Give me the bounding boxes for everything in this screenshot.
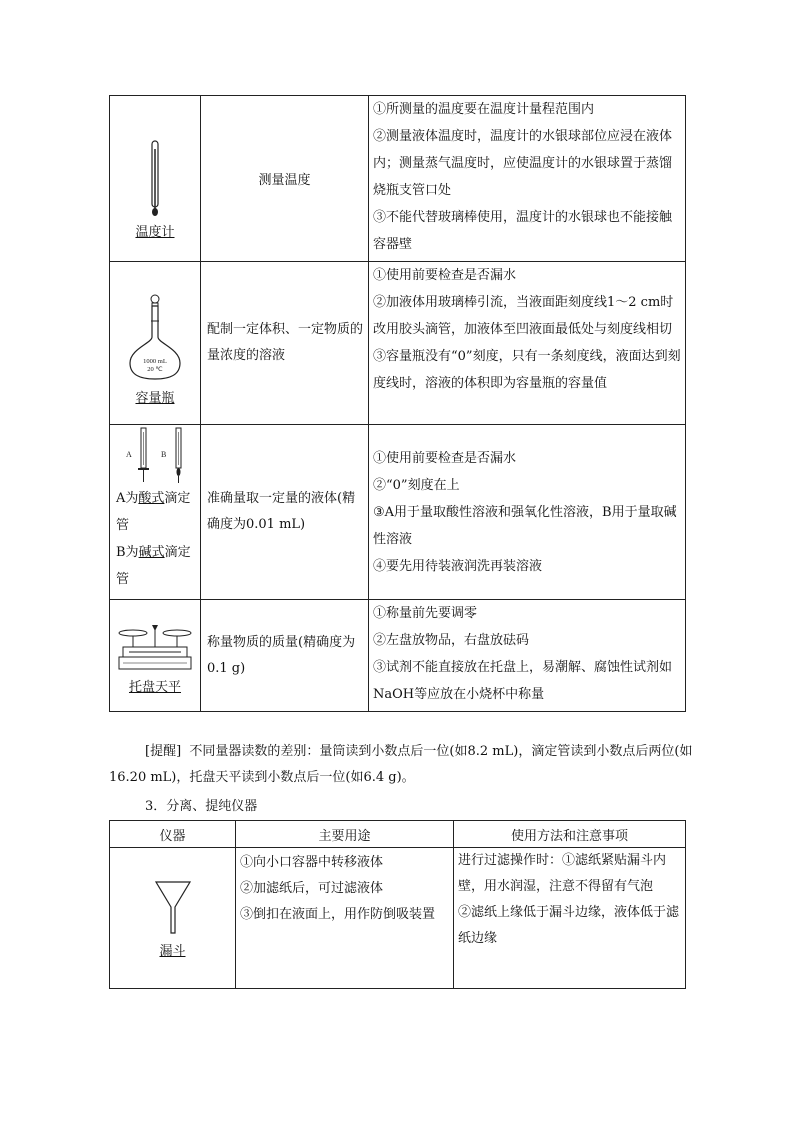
separation-table xyxy=(109,820,686,989)
instrument-label-acid: A为酸式滴定管 xyxy=(116,491,191,533)
table-row xyxy=(110,262,686,425)
note-line: ②加液体用玻璃棒引流，当液面距刻度线1～2 cm时改用胶头滴管，加液体至凹液面最低处与刻度线相切 xyxy=(373,295,674,337)
instrument-table xyxy=(109,95,686,712)
thermometer-icon xyxy=(145,139,165,219)
note-line: ②“0”刻度在上 xyxy=(373,477,460,493)
note-line: ①使用前要检查是否漏水 xyxy=(373,450,517,466)
use-cell xyxy=(201,96,369,262)
instrument-cell xyxy=(110,848,236,989)
note-line: 进行过滤操作时：①滤纸紧贴漏斗内壁，用水润湿，注意不得留有气泡 xyxy=(458,853,667,894)
note-line: ②滤纸上缘低于漏斗边缘，液体低于滤纸边缘 xyxy=(458,905,680,946)
note-line: ③A用于量取酸性溶液和强氧化性溶液，B用于量取碱性溶液 xyxy=(373,504,677,547)
use-text: 测量温度 xyxy=(258,173,311,188)
use-text: 配制一定体积、一定物质的量浓度的溶液 xyxy=(207,322,364,363)
balance-icon xyxy=(115,619,195,674)
note-line: ①所测量的温度要在温度计量程范围内 xyxy=(373,102,595,117)
note-line: ③不能代替玻璃棒使用，温度计的水银球也不能接触容器壁 xyxy=(373,210,673,252)
instrument-cell xyxy=(110,262,201,425)
table-row xyxy=(110,600,686,712)
use-cell xyxy=(201,262,369,425)
tip-text: 不同量器读数的差别：量筒读到小数点后一位(如8.2 mL)，滴定管读到小数点后两位(如16.20 mL)，托盘天平读到小数点后一位(如6.4 g)。 xyxy=(109,744,693,785)
table-row xyxy=(110,425,686,600)
instrument-label: 温度计 xyxy=(135,225,175,240)
note-line: ①使用前要检查是否漏水 xyxy=(373,268,517,283)
table-row xyxy=(110,96,686,262)
instrument-label: 托盘天平 xyxy=(128,679,181,695)
note-line: ③试剂不能直接放在托盘上，易潮解、腐蚀性试剂如NaOH等应放在小烧杯中称量 xyxy=(373,660,673,702)
burette-icon xyxy=(116,427,196,485)
instrument-cell xyxy=(110,425,201,600)
notes-cell xyxy=(454,848,686,989)
volumetric-flask-icon xyxy=(125,293,185,383)
use-line: ①向小口容器中转移液体 xyxy=(240,855,384,870)
use-text: 准确量取一定量的液体(精确度为0.01 mL) xyxy=(207,491,356,532)
notes-cell xyxy=(369,96,686,262)
use-cell xyxy=(201,600,369,712)
use-line: ③倒扣在液面上，用作防倒吸装置 xyxy=(240,907,436,922)
table-row xyxy=(110,848,686,989)
instrument-label: 容量瓶 xyxy=(135,390,175,406)
column-header: 使用方法和注意事项 xyxy=(454,821,686,848)
use-cell xyxy=(201,425,369,600)
tip-label: [提醒] xyxy=(145,744,182,759)
notes-cell xyxy=(369,600,686,712)
flask-volume-mark: 1000 mL xyxy=(143,357,167,365)
use-text: 称量物质的质量(精确度为0.1 g) xyxy=(207,634,356,676)
column-header: 主要用途 xyxy=(236,821,454,848)
instrument-cell xyxy=(110,96,201,262)
funnel-icon xyxy=(153,877,193,937)
column-header: 仪器 xyxy=(110,821,236,848)
uses-cell xyxy=(236,848,454,989)
section-heading: 3．分离、提纯仪器 xyxy=(145,799,258,814)
instrument-label: 漏斗 xyxy=(159,944,186,959)
note-line: ③容量瓶没有“0”刻度，只有一条刻度线，液面达到刻度线时，溶液的体积即为容量瓶的容量值 xyxy=(373,349,681,391)
burette-label-a: A xyxy=(126,450,132,459)
instrument-cell xyxy=(110,600,201,712)
flask-temperature-mark: 20 ℃ xyxy=(147,365,163,373)
note-line: ④要先用待装液润洗再装溶液 xyxy=(373,558,543,574)
notes-cell xyxy=(369,262,686,425)
notes-cell xyxy=(369,425,686,600)
instrument-label-base: B为碱式滴定管 xyxy=(116,545,191,587)
note-line: ②左盘放物品，右盘放砝码 xyxy=(373,633,530,648)
note-line: ①称量前先要调零 xyxy=(373,606,478,621)
note-line: ②测量液体温度时，温度计的水银球部位应浸在液体内；测量蒸气温度时，应使温度计的水银球置于蒸馏烧瓶支管口处 xyxy=(373,129,673,198)
tip-paragraph xyxy=(109,739,694,791)
table-header-row xyxy=(110,821,686,848)
burette-label-b: B xyxy=(161,450,167,459)
use-line: ②加滤纸后，可过滤液体 xyxy=(240,881,384,896)
